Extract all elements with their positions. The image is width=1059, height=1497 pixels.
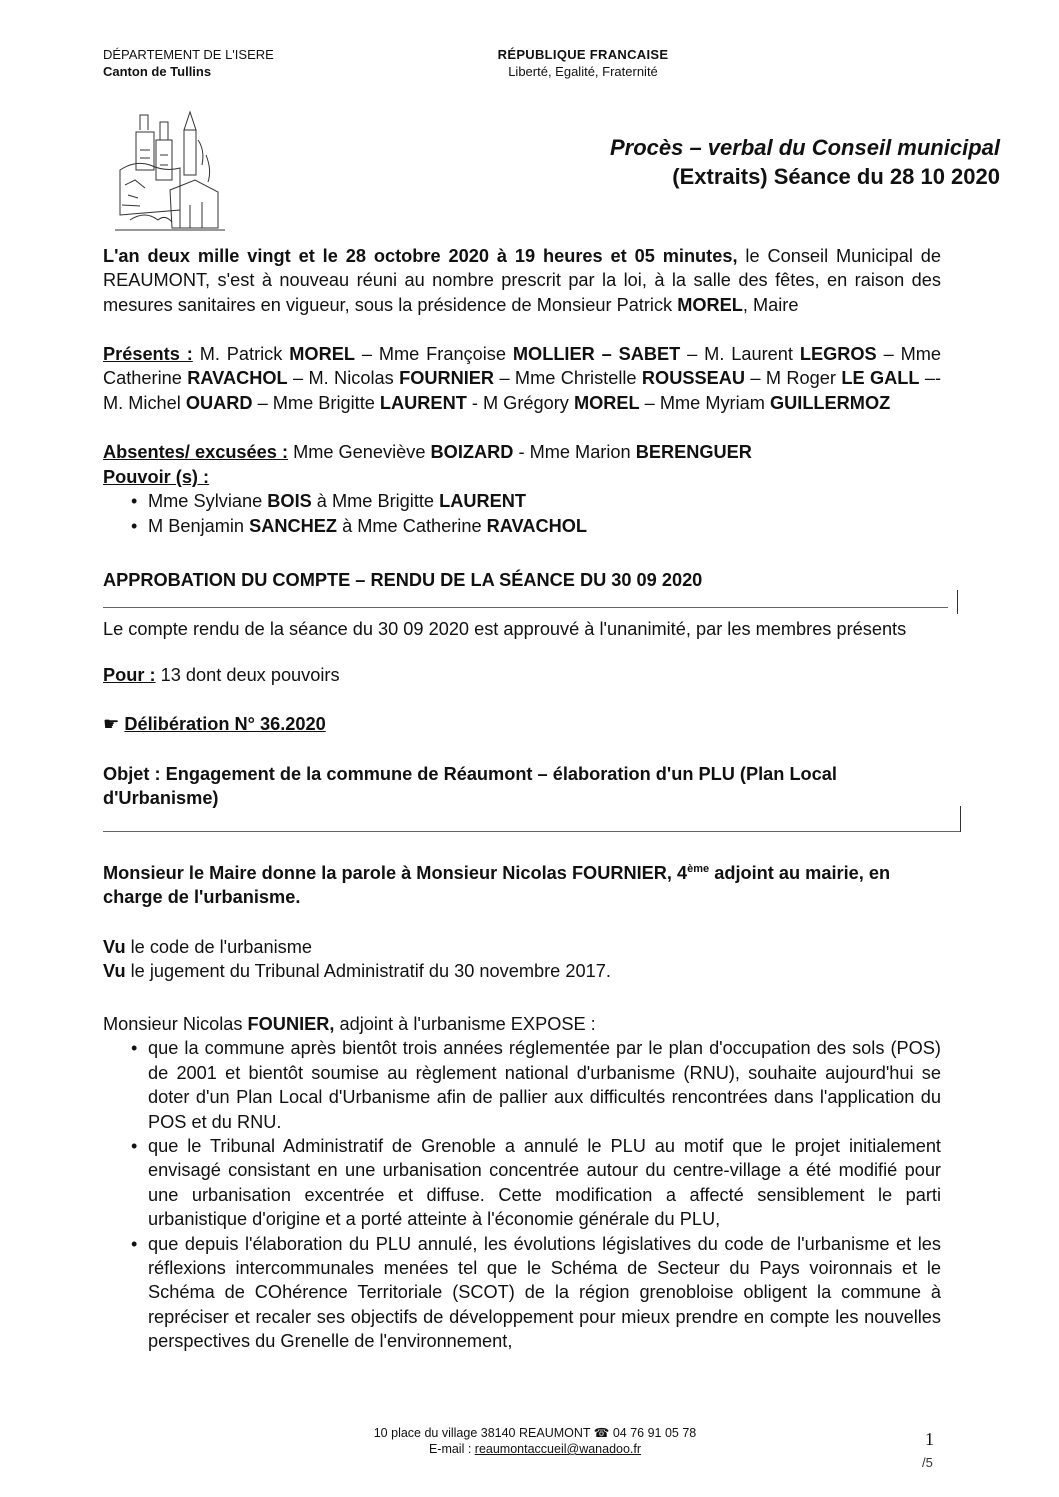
section-divider-end <box>957 590 958 614</box>
list-item: • que la commune après bientôt trois années réglementée par le plan d'occupation des sols (POS) de 2001 et bientôt soumise au règlement national d'urbanisme (RNU), souhaite aujourd'hui se doter d'un Plan Local d'Urbanisme afin de pallier aux difficultés rencontrées dans l'application du POS et du RNU. <box>103 1036 941 1134</box>
approbation-text: Le compte rendu de la séance du 30 09 2020 est approuvé à l'unanimité, par les membres présents <box>103 619 907 639</box>
section-divider <box>103 607 948 608</box>
maire-paragraph <box>103 861 941 910</box>
intro-date: L'an deux mille vingt et le 28 octobre 2020 à 19 heures et 05 minutes, <box>103 246 738 266</box>
vu-text: le code de l'urbanisme <box>125 937 313 957</box>
proxy-to-name: RAVACHOL <box>486 515 587 536</box>
footer-email-link[interactable]: reaumontaccueil@wanadoo.fr <box>474 1442 642 1456</box>
vu-text: le jugement du Tribunal Administratif du 30 novembre 2017. <box>125 961 611 982</box>
member-title: – Mme Françoise <box>354 344 513 364</box>
member-title: - M Grégory <box>466 392 574 413</box>
department-name: DÉPARTEMENT DE L'ISERE <box>103 47 274 62</box>
canton-name: Canton de Tullins <box>103 64 212 79</box>
footer-email-label: E-mail : <box>428 1442 475 1456</box>
absent-title: - Mme Marion <box>513 442 636 462</box>
pour-label: Pour : <box>103 665 156 685</box>
absent-title: Mme Geneviève <box>288 442 431 462</box>
expose-title: Monsieur Nicolas <box>103 1014 248 1034</box>
page-number: 1 <box>925 1429 934 1449</box>
proxy-to-name: LAURENT <box>439 491 526 512</box>
member-title: – M. Laurent <box>680 344 800 364</box>
presents-paragraph <box>103 342 941 415</box>
mayor-suffix: , Maire <box>742 294 799 315</box>
member-name: OUARD <box>185 392 253 413</box>
deliberation-heading <box>103 712 941 736</box>
vu-line <box>103 959 941 983</box>
pouvoirs-list <box>103 489 941 538</box>
list-item <box>103 489 941 513</box>
telephone-icon: ☎ <box>593 1426 610 1440</box>
absents-paragraph <box>103 440 941 464</box>
republic-motto: Liberté, Egalité, Fraternité <box>508 64 658 79</box>
proxy-from: Mme Sylviane <box>148 491 268 512</box>
footer-address: 10 place du village 38140 REAUMONT <box>373 1426 591 1440</box>
page-total: /5 <box>922 1455 933 1470</box>
expose-name: FOUNIER, <box>247 1014 335 1034</box>
list-item <box>103 514 941 538</box>
member-name: FOURNIER <box>399 368 495 389</box>
intro-text: le Conseil Municipal de REAUMONT, s'est à nouveau réuni au nombre prescrit par la loi, à la salle des fêtes, en raison des mesures sanitaires en vigueur, sous la présidence de Monsieur Patrick <box>103 246 941 315</box>
footer-email-line <box>300 1441 770 1457</box>
maire-text-end: adjoint au mairie, en charge de l'urbanisme. <box>103 863 891 908</box>
member-title: – Mme Brigitte <box>252 392 380 413</box>
member-title: – M. Nicolas <box>287 368 400 389</box>
expose-list <box>103 1036 941 1353</box>
expose-role: adjoint à l'urbanisme EXPOSE : <box>334 1014 596 1034</box>
title-line1: Procès – verbal du Conseil municipal <box>609 135 1000 160</box>
member-title: – Mme Catherine <box>103 344 941 389</box>
expose-section <box>103 1012 941 1354</box>
absents-label: Absentes/ excusées : <box>103 442 289 462</box>
absent-name: BERENGUER <box>635 442 752 462</box>
footer-phone: 04 76 91 05 78 <box>609 1426 697 1440</box>
ordinal-suffix: ème <box>687 862 710 875</box>
mayor-name: MOREL <box>677 294 743 315</box>
member-name: MOREL <box>573 392 640 413</box>
document-title <box>470 133 1000 191</box>
deliberation-number: Délibération N° 36.2020 <box>124 714 326 734</box>
member-title: – Mme Myriam <box>639 392 770 413</box>
proxy-to: à Mme Brigitte <box>311 491 440 512</box>
footer-contact <box>300 1425 770 1441</box>
pouvoirs-label: Pouvoir (s) : <box>103 467 210 487</box>
member-name: LEGROS <box>799 344 877 364</box>
absent-name: BOIZARD <box>430 442 514 462</box>
pour-value: 13 dont deux pouvoirs <box>155 665 340 685</box>
expose-intro <box>103 1012 941 1036</box>
department-header <box>103 46 274 80</box>
member-name: ROUSSEAU <box>641 368 745 389</box>
vu-label: Vu <box>103 961 126 982</box>
maire-text-start: Monsieur le Maire donne la parole à Monsieur Nicolas FOURNIER, 4 <box>103 863 688 883</box>
member-title: M. Patrick <box>192 344 290 364</box>
republic-name: RÉPUBLIQUE FRANCAISE <box>497 47 669 62</box>
vu-section <box>103 935 941 984</box>
member-title: –- M. Michel <box>103 368 942 413</box>
member-name: LAURENT <box>379 392 467 413</box>
page-footer <box>300 1425 770 1457</box>
proxy-to: à Mme Catherine <box>337 515 487 536</box>
title-line2: (Extraits) Séance du 28 10 2020 <box>672 164 1000 189</box>
objet-heading: Objet : Engagement de la commune de Réaumont – élaboration d'un PLU (Plan Local d'Urbanisme) <box>103 764 837 809</box>
intro-paragraph <box>103 244 941 317</box>
presents-label: Présents : <box>103 344 193 364</box>
vu-line <box>103 935 941 959</box>
member-name: LE GALL <box>841 368 920 389</box>
village-church-drawing-icon <box>110 110 230 235</box>
objet-divider-end <box>960 806 961 832</box>
approbation-vote <box>103 663 941 687</box>
list-item: • que le Tribunal Administratif de Grenoble a annulé le PLU au motif que le projet initialement envisagé consistant en une urbanisation concentrée autour du centre-village a été modifié pour une urbanisation excentrée et diffuse. Cette modification a affecté sensiblement le parti urbanistique d'origine et a porté atteinte à l'économie générale du PLU, <box>103 1134 941 1232</box>
proxy-from-name: BOIS <box>267 491 312 512</box>
member-name: MOLLIER – SABET <box>512 344 681 364</box>
proxy-from: M Benjamin <box>148 515 250 536</box>
list-item: • que depuis l'élaboration du PLU annulé, les évolutions législatives du code de l'urbanisme et les réflexions intercommunales menées tel que le Schéma de Secteur du Pays voironnais et le Schéma de COhérence Territoriale (SCOT) de la région grenobloise obligent la commune à repréciser et recaler ses objectifs de développement pour mieux prendre en compte les nouvelles perspectives du Grenelle de l'environnement, <box>103 1232 941 1354</box>
member-name: MOREL <box>289 344 355 364</box>
objet-divider <box>103 831 961 832</box>
proxy-from-name: SANCHEZ <box>249 515 338 536</box>
approbation-heading: APPROBATION DU COMPTE – RENDU DE LA SÉANCE DU 30 09 2020 <box>103 570 703 590</box>
republic-header <box>478 46 688 80</box>
member-title: – M Roger <box>745 368 842 389</box>
vu-label: Vu <box>103 937 126 957</box>
member-name: RAVACHOL <box>187 368 288 389</box>
pointing-hand-icon: ☛ <box>103 714 120 734</box>
member-title: – Mme Christelle <box>494 368 642 389</box>
member-name: GUILLERMOZ <box>769 392 891 413</box>
pouvoirs-section <box>103 465 941 538</box>
